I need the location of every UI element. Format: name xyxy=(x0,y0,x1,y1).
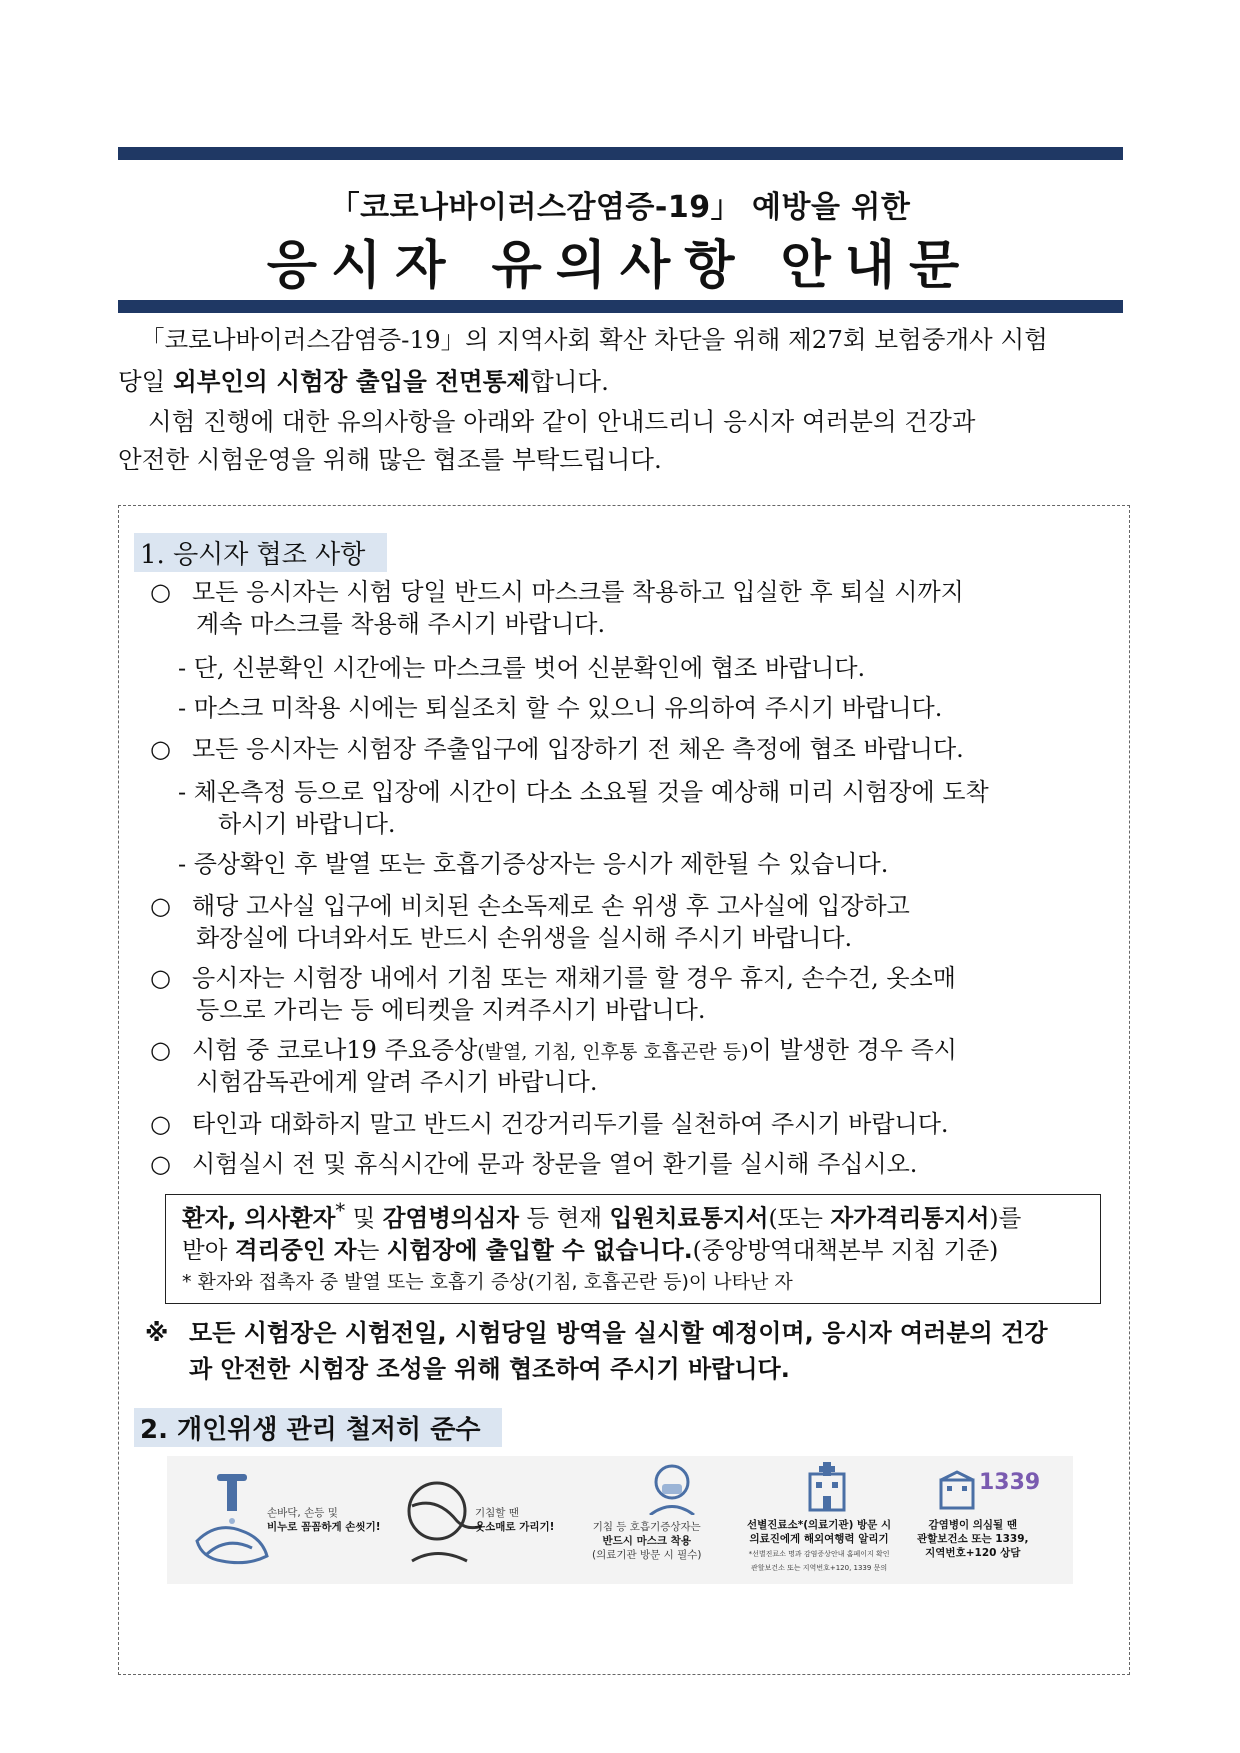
panel-cough-caption: 기침할 땐 옷소매로 가리기! xyxy=(475,1507,555,1533)
dash-arrive-early-cont: 하시기 바랍니다. xyxy=(218,810,396,838)
dash-arrive-early: - 체온측정 등으로 입장에 시간이 다소 소요될 것을 예상해 미리 시험장에 도착 xyxy=(178,778,989,806)
intro-p1-line2: 당일 외부인의 시험장 출입을 전면통제합니다. xyxy=(118,367,609,396)
circle-bullet-icon: ○ xyxy=(150,964,171,992)
bullet-report-symptoms-cont: 시험감독관에게 알려 주시기 바랍니다. xyxy=(196,1068,598,1096)
quarantine-warning-line2: 과 안전한 시험장 조성을 위해 협조하여 주시기 바랍니다. xyxy=(189,1355,790,1383)
circle-bullet-icon: ○ xyxy=(150,735,171,763)
panel-handwashing xyxy=(167,1456,381,1584)
bullet-mask-cont: 계속 마스크를 착용해 주시기 바랍니다. xyxy=(196,610,606,638)
panel-cough-etiquette xyxy=(397,1456,582,1584)
handwashing-icon xyxy=(187,1466,277,1576)
bullet-etiquette: ○ 응시자는 시험장 내에서 기침 또는 재채기를 할 경우 휴지, 손수건, 옷소매 xyxy=(150,964,956,992)
dash-id-check: - 단, 신분확인 시간에는 마스크를 벗어 신분확인에 협조 바랍니다. xyxy=(178,654,866,682)
section1-heading: 1. 응시자 협조 사항 xyxy=(134,533,387,572)
top-rule xyxy=(118,147,1123,160)
intro-p2-line1: 시험 진행에 대한 유의사항을 아래와 같이 안내드리니 응시자 여러분의 건강과 xyxy=(148,407,976,436)
circle-bullet-icon: ○ xyxy=(150,892,171,920)
circle-bullet-icon: ○ xyxy=(150,1150,171,1178)
panel-mask xyxy=(587,1456,727,1584)
bullet-ventilation: ○ 시험실시 전 및 휴식시간에 문과 창문을 열어 환기를 실시해 주십시오. xyxy=(150,1150,918,1178)
panel-call-center xyxy=(917,1456,1067,1584)
bullet-etiquette-cont: 등으로 가리는 등 에티켓을 지켜주시기 바랍니다. xyxy=(196,996,706,1024)
masked-person-icon xyxy=(642,1460,702,1515)
panel-mask-caption: 기침 등 호흡기증상자는 반드시 마스크 착용 (의료기관 방문 시 필수) xyxy=(592,1521,702,1561)
document-title: 응시자 유의사항 안내문 xyxy=(266,236,974,296)
health-center-icon xyxy=(937,1470,977,1510)
bullet-distancing: ○ 타인과 대화하지 말고 반드시 건강거리두기를 실천하여 주시기 바랍니다. xyxy=(150,1110,949,1138)
dash-symptoms: - 증상확인 후 발열 또는 호흡기증상자는 응시가 제한될 수 있습니다. xyxy=(178,850,889,878)
circle-bullet-icon: ○ xyxy=(150,578,171,606)
hospital-icon xyxy=(802,1460,852,1512)
circle-bullet-icon: ○ xyxy=(150,1110,171,1138)
intro-p2-line2: 안전한 시험운영을 위해 많은 협조를 부탁드립니다. xyxy=(118,445,662,474)
circle-bullet-icon: ○ xyxy=(150,1036,171,1064)
intro-emphasis: 외부인의 시험장 출입을 전면통제 xyxy=(173,367,531,396)
intro-p1-line1: 「코로나바이러스감염증-19」의 지역사회 확산 차단을 위해 제27회 보험중개사 시험 xyxy=(140,325,1048,354)
entry-restriction-notice xyxy=(165,1194,1101,1304)
bullet-hand-sanitizer-cont: 화장실에 다녀와서도 반드시 손위생을 실시해 주시기 바랍니다. xyxy=(196,924,853,952)
dash-no-mask: - 마스크 미착용 시에는 퇴실조치 할 수 있으니 유의하여 주시기 바랍니다. xyxy=(178,694,943,722)
hotline-1339-logo: 1339 xyxy=(979,1470,1041,1495)
bullet-hand-sanitizer: ○ 해당 고사실 입구에 비치된 손소독제로 손 위생 후 고사실에 입장하고 xyxy=(150,892,910,920)
document-subtitle: 「코로나바이러스감염증-19」 예방을 위한 xyxy=(329,190,911,225)
title-rule xyxy=(118,300,1123,313)
notice-line2: 받아 격리중인 자는 시험장에 출입할 수 없습니다.(중앙방역대책본부 지침 기준) xyxy=(182,1236,999,1264)
panel-clinic-caption: 선별진료소*(의료기관) 방문 시 의료진에게 해외여행력 알리기 *선별진료소 명과 감염증상안내 홈페이지 확인 관할보건소 또는 지역번호+120, 1339 문의 xyxy=(747,1519,892,1572)
notice-line1: 환자, 의사환자* 및 감염병의심자 등 현재 입원치료통지서(또는 자가격리통지서)를 xyxy=(182,1199,1022,1232)
quarantine-warning-line1: ※ 모든 시험장은 시험전일, 시험당일 방역을 실시할 예정이며, 응시자 여러분의 건강 xyxy=(145,1316,1048,1350)
panel-handwashing-caption: 손바닥, 손등 및 비누로 꼼꼼하게 손씻기! xyxy=(267,1507,381,1533)
bullet-mask: ○ 모든 응시자는 시험 당일 반드시 마스크를 착용하고 입실한 후 퇴실 시까지 xyxy=(150,578,964,606)
section2-heading: 2. 개인위생 관리 철저히 준수 xyxy=(134,1408,502,1447)
notice-footnote: * 환자와 접촉자 중 발열 또는 호흡기 증상(기침, 호흡곤란 등)이 나타난 자 xyxy=(182,1271,793,1293)
bullet-temperature: ○ 모든 응시자는 시험장 주출입구에 입장하기 전 체온 측정에 협조 바랍니다. xyxy=(150,735,964,763)
panel-screening-clinic xyxy=(747,1456,897,1584)
reference-mark-icon: ※ xyxy=(145,1319,169,1347)
cough-sleeve-icon xyxy=(397,1466,487,1576)
panel-call-caption: 감염병이 의심될 땐 관할보건소 또는 1339, 지역번호+120 상담 xyxy=(917,1519,1029,1559)
bullet-report-symptoms: ○ 시험 중 코로나19 주요증상(발열, 기침, 인후통 호흡곤란 등)이 발생한 경우 즉시 xyxy=(150,1036,957,1064)
hygiene-illustration-strip xyxy=(167,1456,1073,1584)
